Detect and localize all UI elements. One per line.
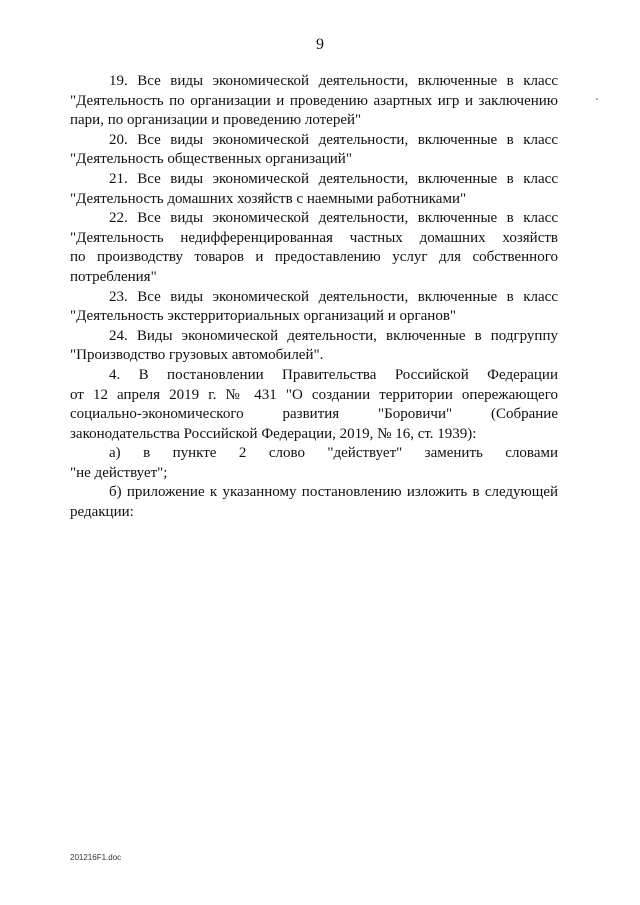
paragraph-line: 21. Все виды экономической деятельности, включенные в класс bbox=[109, 170, 558, 187]
paragraph-line: б) приложение к указанному постановлению изложить в следующей bbox=[109, 484, 558, 501]
paragraph-line: 22. Все виды экономической деятельности, включенные в класс bbox=[109, 210, 558, 227]
paragraph-line: 24. Виды экономической деятельности, включенные в подгруппу bbox=[109, 327, 558, 344]
paragraph-20 bbox=[70, 131, 558, 170]
paragraph-line: от 12 апреля 2019 г. № 431 "О создании территории опережающего bbox=[70, 386, 558, 403]
paragraph-line: по производству товаров и предоставлению услуг для собственного bbox=[70, 249, 558, 266]
document-body bbox=[70, 72, 558, 523]
paragraph-line: потребления" bbox=[70, 268, 157, 285]
paragraph-line: а) в пункте 2 слово "действует" заменить словами bbox=[109, 445, 558, 462]
paragraph-line: "Производство грузовых автомобилей". bbox=[70, 347, 324, 364]
paragraph-line: редакции: bbox=[70, 504, 134, 521]
paragraph-line: "Деятельность недифференцированная частных домашних хозяйств bbox=[70, 229, 558, 246]
paragraph-a bbox=[70, 444, 558, 483]
paragraph-b bbox=[70, 483, 558, 522]
paragraph-line: "Деятельность экстерриториальных организаций и органов" bbox=[70, 308, 457, 325]
paragraph-line: пари, по организации и проведению лотерей" bbox=[70, 112, 362, 129]
paragraph-line: "Деятельность домашних хозяйств с наемными работниками" bbox=[70, 190, 467, 207]
document-footer-filename: 201216F1.doc bbox=[70, 853, 122, 862]
margin-mark bbox=[596, 98, 598, 100]
paragraph-19 bbox=[70, 72, 558, 131]
paragraph-line: "Деятельность по организации и проведению азартных игр и заключению bbox=[70, 92, 558, 109]
paragraph-line: 23. Все виды экономической деятельности, включенные в класс bbox=[109, 288, 558, 305]
paragraph-line: 19. Все виды экономической деятельности, включенные в класс bbox=[109, 73, 558, 89]
paragraph-line: социально-экономического развития "Боровичи" (Собрание bbox=[70, 406, 558, 423]
paragraph-line: "не действует"; bbox=[70, 464, 168, 481]
paragraph-line: законодательства Российской Федерации, 2019, № 16, ст. 1939): bbox=[70, 425, 477, 442]
paragraph-4 bbox=[70, 366, 558, 444]
paragraph-24 bbox=[70, 327, 558, 366]
paragraph-line: 4. В постановлении Правительства Российской Федерации bbox=[109, 366, 558, 383]
page-number: 9 bbox=[316, 36, 324, 53]
paragraph-21 bbox=[70, 170, 558, 209]
paragraph-22 bbox=[70, 209, 558, 287]
paragraph-line: 20. Все виды экономической деятельности, включенные в класс bbox=[109, 131, 558, 148]
paragraph-line: "Деятельность общественных организаций" bbox=[70, 151, 352, 168]
paragraph-23 bbox=[70, 288, 558, 327]
